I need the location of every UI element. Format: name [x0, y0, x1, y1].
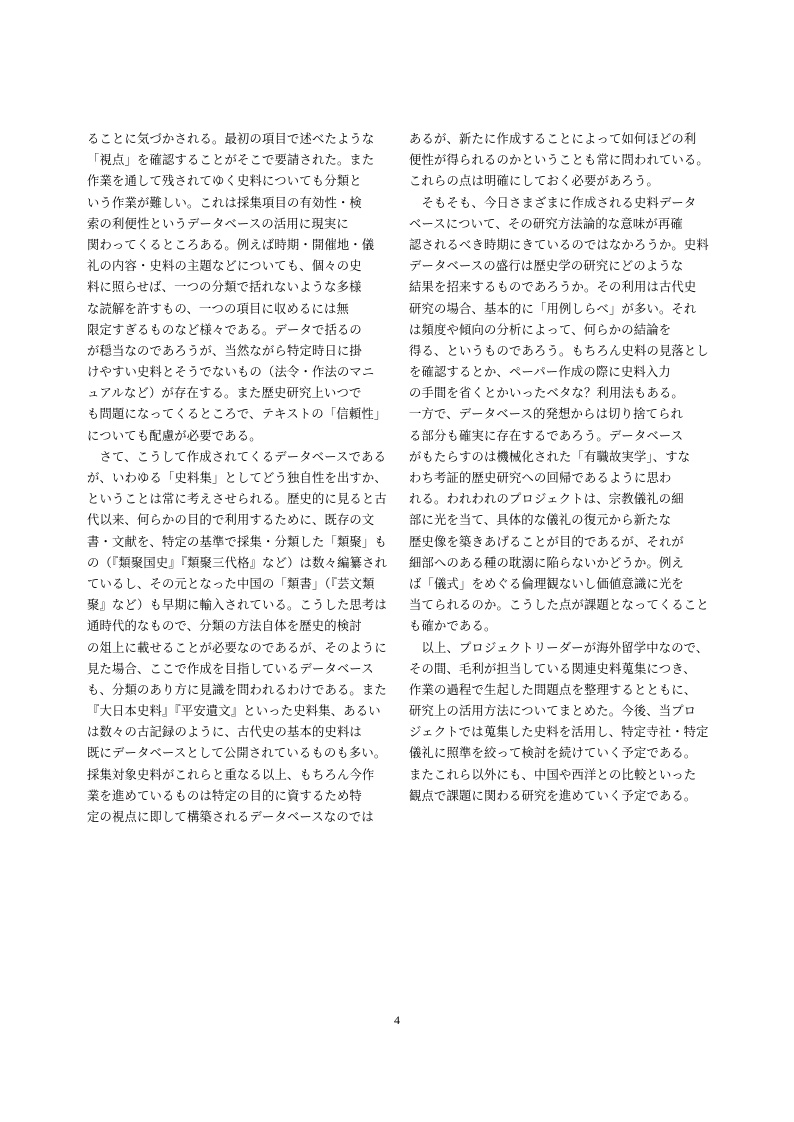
text-line: についても配慮が必要である。 [87, 428, 262, 443]
text-line: 代以来、何らかの目的で利用するために、既存の文 [87, 513, 375, 528]
text-line: がもたらすのは機械化された「有職故実学」、すな [409, 449, 691, 464]
text-line: 礼の内容・史料の主題などについても、個々の史 [87, 259, 362, 274]
text-line: さて、こうして作成されてくるデータベースである [87, 449, 387, 464]
text-line: 作業を通して残されてゆく史料についても分類と [87, 174, 362, 189]
text-line: を確認するとか、ペーパー作成の際に史料入力 [409, 365, 671, 380]
text-line: 見た場合、ここで作成を目指しているデータベース [87, 661, 374, 676]
text-line: も、分類のあり方に見識を問われるわけである。また [87, 682, 387, 697]
text-line: 聚』など）も早期に輸入されている。こうした思考は [87, 598, 387, 613]
text-line: 結果を招来するものであろうか。その利用は古代史 [409, 280, 697, 295]
text-line: 定の視点に即して構築されるデータベースなのでは [87, 810, 374, 824]
text-line: れる。われわれのプロジェクトは、宗教儀礼の細 [409, 492, 684, 507]
text-line: ジェクトでは蒐集した史料を活用し、特定寺社・特定 [409, 725, 709, 740]
text-line: データベースの盛行は歴史学の研究にどのような [409, 259, 684, 274]
text-line: ベースについて、その研究方法論的な意味が再確 [409, 216, 683, 231]
text-line: 「視点」を確認することがそこで要請された。また [87, 153, 375, 168]
text-line: 細部へのある種の耽溺に陥らないかどうか。例え [409, 555, 684, 570]
text-line: 便性が得られるのかということも常に問われている。 [409, 153, 709, 168]
text-line: その間、毛利が担当している関連史料蒐集につき、 [409, 661, 696, 676]
text-line: の手間を省くとかいったベタな？利用法もある。 [409, 386, 684, 401]
text-line: は頻度や傾向の分析によって、何らかの結論を [409, 322, 672, 337]
text-line: 得る、というものであろう。もちろん史料の見落とし [409, 343, 709, 358]
text-line: 儀礼に照準を絞って検討を続けていく予定である。 [409, 746, 697, 761]
text-line: 通時代的なもので、分類の方法自体を歴史的検討 [87, 619, 362, 634]
text-line: ば「儀式」をめぐる倫理観ないし価値意識に光を [409, 576, 684, 591]
text-line: 作業の過程で生起した問題点を整理するとともに、 [409, 682, 697, 697]
text-line: 『大日本史料』『平安遺文』といった史料集、あるい [87, 704, 381, 719]
page-number: 4 [394, 1013, 400, 1027]
text-line: 業を進めているものは特定の目的に資するため特 [87, 788, 362, 803]
text-line: 索の利便性というデータベースの活用に現実に [87, 216, 349, 231]
text-line: の俎上に載せることが必要なのであるが、そのように [87, 640, 387, 655]
text-line: 認されるべき時期にきているのではなかろうか。史料 [409, 237, 709, 252]
text-line: 観点で課題に関わる研究を進めていく予定である。 [409, 788, 697, 803]
text-line: も確かである。 [409, 619, 497, 634]
text-line: いう作業が難しい。これは採集項目の有効性・検 [87, 195, 362, 210]
text-line: 一方で、データベース的発想からは切り捨てられ [409, 407, 684, 422]
text-line: 研究上の活用方法についてまとめた。今後、当プロ [409, 704, 697, 719]
text-line: が、いわゆる「史料集」としてどう独自性を出すか、 [87, 471, 387, 485]
right-text-column [409, 129, 709, 807]
text-line: 採集対象史料がこれらと重なる以上、もちろん今作 [87, 767, 375, 782]
text-line: が穏当なのであろうが、当然ながら特定時日に掛 [87, 343, 362, 358]
text-line: 限定すぎるものなど様々である。データで括るの [87, 322, 362, 337]
text-line: あるが、新たに作成することによって如何ほどの利 [409, 132, 697, 146]
text-line: は数々の古記録のように、古代史の基本的史料は [87, 725, 362, 740]
text-line: 関わってくるところある。例えば時期・開催地・儀 [87, 237, 375, 252]
text-line: る部分も確実に存在するであろう。データベース [409, 428, 684, 443]
text-line: わち考証的歴史研究への回帰であるように思わ [409, 471, 672, 485]
text-line: 研究の場合、基本的に「用例しらべ」が多い。それ [409, 301, 697, 316]
text-line: 料に照らせば、一つの分類で括れないような多様 [87, 280, 362, 295]
text-line: 部に光を当て、具体的な儀礼の復元から新たな [409, 513, 672, 528]
text-line: な読解を許すもの、一つの項目に収めるには無 [87, 301, 349, 316]
text-line: そもそも、今日さまざまに作成される史料データ [409, 195, 697, 210]
text-line: またこれら以外にも、中国や西洋との比較といった [409, 767, 697, 782]
text-line: 以上、プロジェクトリーダーが海外留学中なので、 [409, 640, 709, 655]
text-line: 当てられるのか。こうした点が課題となってくること [409, 598, 709, 613]
text-line: ということは常に考えさせられる。歴史的に見ると古 [87, 492, 387, 507]
text-line: ることに気づかされる。最初の項目で述べたような [87, 132, 375, 146]
text-line: の（『類聚国史』『類聚三代格』など）は数々編纂され [87, 555, 388, 570]
text-line: も問題になってくるところで、テキストの「信頼性」 [87, 407, 387, 422]
text-line: 書・文献を、特定の基準で採集・分類した「類聚」も [87, 534, 387, 549]
text-line: ているし、その元となった中国の「類書」（『芸文類 [87, 576, 375, 591]
text-line: けやすい史料とそうでないもの（法令・作法のマニ [87, 365, 375, 380]
text-line: ュアルなど）が存在する。また歴史研究上いつで [87, 386, 362, 401]
text-line: 既にデータベースとして公開されているものも多い。 [87, 746, 387, 761]
left-text-column [87, 129, 387, 828]
text-line: 歴史像を築きあげることが目的であるが、それが [409, 534, 684, 549]
text-line: これらの点は明確にしておく必要があろう。 [409, 174, 659, 189]
